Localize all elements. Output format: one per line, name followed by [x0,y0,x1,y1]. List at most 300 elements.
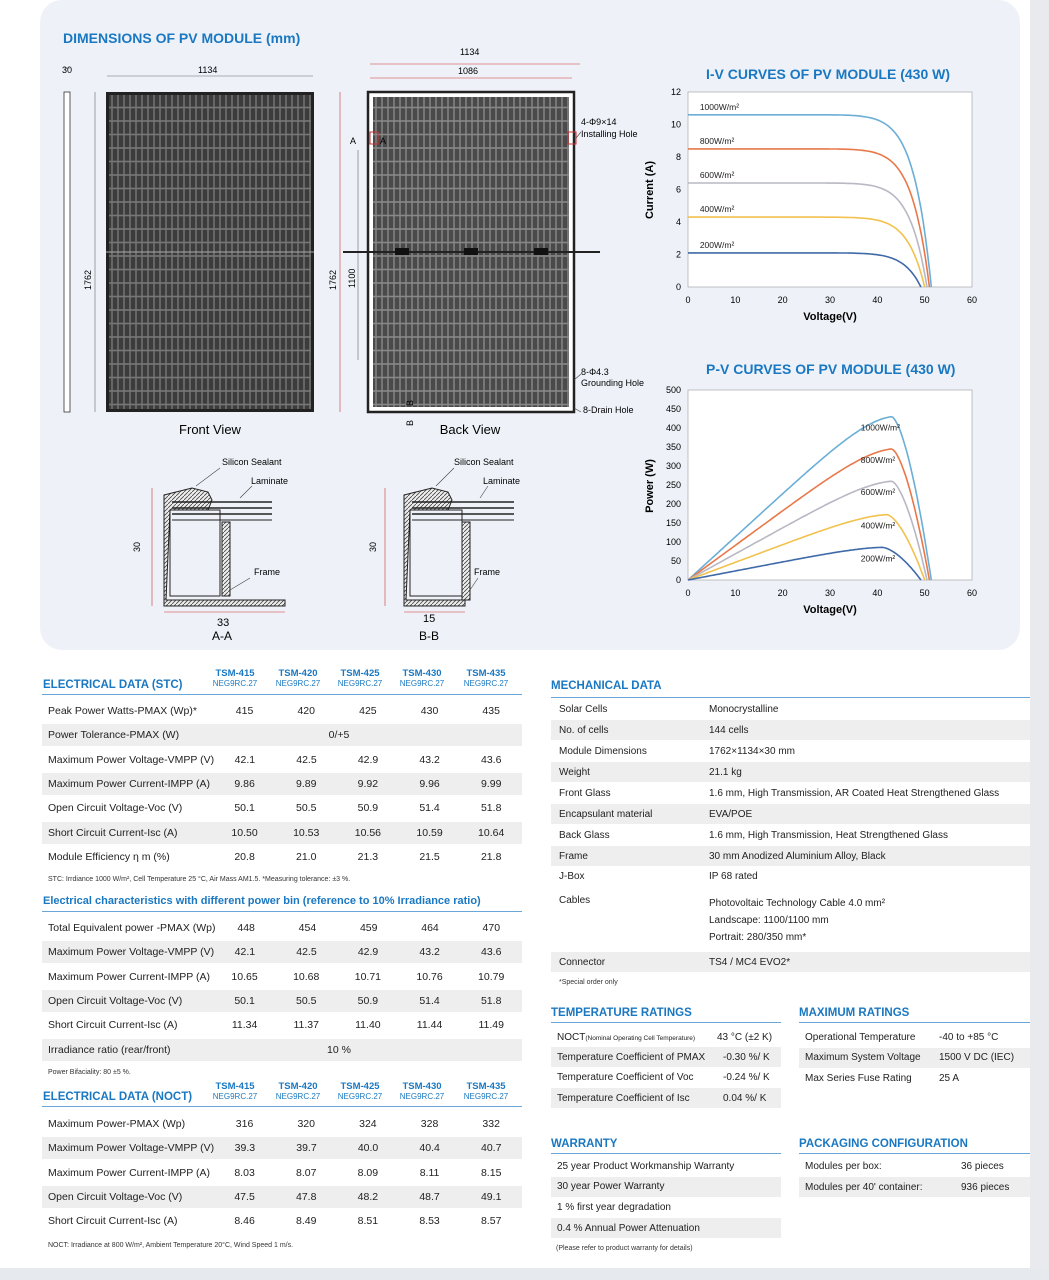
table-cell: 448 [237,922,255,934]
table-cell: 40.4 [419,1142,440,1155]
table-cell: 10.71 [354,970,382,983]
junction-box-2 [464,248,478,255]
x-tick-label: 60 [966,588,978,598]
front-view-caption: Front View [179,422,241,437]
packaging-label: Modules per 40' container: [805,1181,923,1193]
table-cell-span: 10 % [327,1043,351,1056]
x-tick-label: 20 [777,588,788,598]
series-label: 800W/m² [860,454,896,465]
packaging-row [799,1177,1030,1197]
cables-key: Cables [559,895,591,906]
table-cell: 47.8 [296,1190,317,1203]
mechanical-row [551,866,1030,886]
warranty-item [551,1198,781,1218]
mechanical-value: 1762×1134×30 mm [709,745,795,757]
maximum-row [799,1027,1030,1047]
table-row [42,749,522,771]
table-row [42,1186,522,1208]
y-tick-label: 150 [665,518,681,528]
maximum-value: -40 to +85 °C [939,1031,999,1043]
pv-xlabel: Voltage(V) [803,604,857,616]
table-cell: 50.9 [357,802,379,815]
table-cell: 8.15 [480,1166,502,1179]
table-cell: 42.9 [357,946,379,959]
warranty-item [551,1218,781,1238]
temperature-row [551,1088,781,1108]
ground-hole-label-1: 8-Φ4.3 [581,367,609,377]
mechanical-value: IP 68 rated [709,870,758,882]
series-label: 400W/m² [699,204,735,215]
temperature-row [551,1068,781,1088]
table-cell: 9.89 [296,777,317,790]
table-row [42,797,522,819]
warranty-item [551,1156,781,1176]
section-b-b [368,457,520,643]
maximum-title: MAXIMUM RATINGS [799,1007,910,1019]
mechanical-key: J-Box [559,870,585,882]
table-cell: 48.2 [357,1190,379,1203]
temperature-value: 0.04 %/ K [723,1092,767,1104]
table-cell: 9.99 [480,777,502,790]
x-tick-label: 50 [919,295,930,305]
table-cell: 40.7 [480,1142,502,1155]
bin-note: Power Bifaciality: 80 ±5 %. [48,1069,131,1076]
install-hole-label-1: 4-Φ9×14 [581,117,617,127]
a-height-label: 30 [132,541,142,552]
y-tick-label: 200 [665,499,681,509]
junction-box-1 [395,248,409,255]
noct-temp-label: NOCT [557,1031,586,1043]
stc-note: STC: Irrdiance 1000 W/m², Cell Temperature 25 °C, Air Mass AM1.5. *Measuring tolerance: ±3 %. [48,876,351,883]
module-drawings [40,40,680,650]
packaging-value: 936 pieces [961,1181,1010,1193]
row-label: Maximum Power Current-IMPP (A) [48,777,211,790]
table-cell: 320 [297,1118,315,1130]
iv-plot-area [688,92,972,287]
table-cell: 8.51 [357,1215,379,1228]
y-tick-label: 10 [670,119,681,130]
row-label: Irradiance ratio (rear/front) [48,1043,171,1056]
temperature-value: -0.30 %/ K [723,1051,770,1063]
table-cell: 50.5 [296,994,317,1007]
mechanical-note: *Special order only [559,979,618,986]
table-row [42,1210,522,1232]
section-b-caption: B-B [418,629,440,643]
iv-ylabel: Current (A) [644,160,656,220]
row-label: Maximum Power Voltage-VMPP (V) [48,1142,215,1155]
table-row [42,773,522,795]
y-tick-label: 2 [675,249,681,260]
table-cell: 48.7 [419,1190,440,1203]
table-cell: 51.4 [419,802,440,815]
x-tick-label: 10 [730,588,741,598]
table-row [42,1039,522,1061]
temperature-title: TEMPERATURE RATINGS [551,1007,692,1019]
mechanical-key: Back Glass [559,829,610,841]
y-tick-label: 300 [665,461,681,471]
temperature-value: -0.24 %/ K [723,1072,770,1083]
x-tick-label: 40 [872,295,883,305]
table-cell: 8.53 [419,1215,440,1228]
iv-chart [640,80,1010,330]
b-laminate-label: Laminate [483,476,521,486]
page-bottom-edge [0,1268,1049,1280]
table-cell: 11.37 [293,1019,319,1032]
table-cell: 11.44 [416,1019,443,1032]
a-width-label: 33 [217,617,230,629]
series-label: 200W/m² [860,553,896,564]
y-tick-label: 450 [665,404,681,414]
table-cell: 10.79 [478,970,505,983]
stc-model-4: TSM-430 NEG9RC.27 [399,668,445,688]
b-right-label: B [405,399,415,406]
y-tick-label: 12 [670,87,681,97]
table-cell: 464 [421,922,439,934]
x-tick-label: 0 [685,588,691,598]
table-cell: 43.6 [480,946,502,959]
table-cell: 10.56 [354,826,382,839]
table-cell: 21.3 [357,850,379,863]
table-cell: 42.1 [234,753,256,766]
table-cell: 40.0 [357,1142,379,1155]
table-cell: 39.7 [296,1142,317,1155]
maximum-row [799,1068,1030,1088]
cables-line-3: Portrait: 280/350 mm* [709,932,807,943]
mechanical-row [551,741,1030,761]
series-label: 1000W/m² [860,422,900,433]
drain-hole-label: 8-Drain Hole [583,405,634,415]
connector-row [551,952,1030,972]
table-row [42,846,522,868]
table-cell: 454 [298,922,317,934]
table-cell: 50.9 [357,994,379,1007]
series-label: 800W/m² [699,135,735,146]
warranty-item [551,1177,781,1197]
table-row [42,724,522,746]
table-cell: 51.8 [480,802,502,815]
iv-xlabel: Voltage(V) [803,311,857,323]
y-tick-label: 400 [665,423,681,433]
junction-box-3 [534,248,548,255]
x-tick-label: 60 [966,295,978,305]
maximum-label: Max Series Fuse Rating [805,1072,912,1084]
table-cell: 51.4 [419,994,440,1007]
packaging-title: PACKAGING CONFIGURATION [799,1138,968,1150]
row-label: Peak Power Watts-PMAX (Wp)* [48,705,197,717]
mechanical-value: 1.6 mm, High Transmission, Heat Strengthened Glass [709,829,948,841]
table-cell: 8.07 [296,1166,317,1179]
b-frame-label: Frame [474,567,501,577]
cables-line-1: Photovoltaic Technology Cable 4.0 mm² [709,898,886,909]
iv-chart-title: I-V CURVES OF PV MODULE (430 W) [706,66,950,82]
noct-title: ELECTRICAL DATA (NOCT) [43,1091,193,1103]
y-tick-label: 500 [665,385,681,395]
table-row [42,1162,522,1184]
a-laminate-label: Laminate [251,476,289,486]
back-outer-width-label: 1134 [460,47,480,57]
noct-note: NOCT: Irradiance at 800 W/m², Ambient Temperature 20°C, Wind Speed 1 m/s. [48,1242,294,1249]
dimensions-title: DIMENSIONS OF PV MODULE (mm) [63,30,301,46]
mechanical-row [551,720,1030,740]
section-a-a [132,457,288,643]
mechanical-key: Solar Cells [559,703,608,715]
pv-chart [640,378,1010,623]
a-frame-label: Frame [254,567,281,577]
maximum-label: Operational Temperature [805,1031,916,1043]
row-label: Maximum Power Current-IMPP (A) [48,1166,211,1179]
packaging-row [799,1156,1030,1176]
mechanical-row [551,783,1030,803]
table-cell: 8.09 [357,1166,379,1179]
table-cell: 42.9 [357,753,379,766]
x-tick-label: 30 [824,588,836,598]
stc-model-1: TSM-415 NEG9RC.27 [212,668,258,688]
x-tick-label: 50 [919,588,930,598]
mechanical-key: Weight [559,766,590,778]
back-view-caption: Back View [439,422,501,437]
b-width-label: 15 [423,613,436,625]
cables-line-2: Landscape: 1100/1100 mm [709,915,829,926]
packaging-value: 36 pieces [961,1160,1004,1172]
connector-value: TS4 / MC4 EVO2* [709,956,791,968]
row-label: Module Efficiency η m (%) [48,850,170,863]
noct-temp-small: (Nominal Operating Cell Temperature) [585,1034,696,1042]
table-cell: 42.5 [296,946,317,959]
noct-model-4: TSM-430 NEG9RC.27 [399,1081,445,1101]
table-cell: 11.40 [355,1019,381,1032]
row-label: Maximum Power Voltage-VMPP (V) [48,946,215,959]
table-row [42,1137,522,1159]
maximum-value: 25 A [939,1072,960,1084]
table-cell: 43.6 [480,753,502,766]
row-label: Short Circuit Current-Isc (A) [48,826,178,839]
pv-ylabel: Power (W) [644,459,656,513]
page-edge [1030,0,1049,1280]
noct-model-2: TSM-420 NEG9RC.27 [275,1081,321,1101]
table-cell: 10.53 [293,826,320,839]
y-tick-label: 6 [675,184,681,195]
back-mid-label: 1100 [347,268,357,288]
b-left-label: B [405,419,415,426]
table-cell: 324 [359,1118,377,1130]
table-cell: 8.46 [234,1215,255,1228]
table-cell: 420 [297,705,315,717]
y-tick-label: 8 [675,152,681,162]
mechanical-key: Encapsulant material [559,808,653,820]
install-hole-label-2: Installing Hole [581,129,638,139]
stc-model-2: TSM-420 NEG9RC.27 [275,668,321,688]
warranty-text: 25 year Product Workmanship Warranty [557,1160,735,1172]
table-cell: 9.96 [419,777,440,790]
mechanical-value: 30 mm Anodized Aluminium Alloy, Black [709,850,886,862]
ground-hole-label-2: Grounding Hole [581,378,645,388]
temperature-label: Temperature Coefficient of PMAX [557,1051,706,1063]
table-cell: 11.49 [478,1019,504,1032]
temperature-row [551,1047,781,1067]
table-cell: 21.5 [419,850,440,863]
mechanical-key: No. of cells [559,724,609,736]
table-cell: 43.2 [419,946,440,959]
series-label: 600W/m² [699,170,735,180]
row-label: Open Circuit Voltage-Voc (V) [48,802,183,815]
y-tick-label: 0 [675,282,681,292]
row-label: Maximum Power Voltage-VMPP (V) [48,753,215,766]
stc-model-5: TSM-435 NEG9RC.27 [463,668,509,688]
table-cell: 415 [235,705,254,717]
table-cell: 50.1 [234,802,255,815]
noct-temp-row [551,1027,781,1047]
table-cell: 8.03 [234,1166,255,1179]
table-cell: 11.34 [231,1019,258,1032]
table-cell: 435 [482,705,500,717]
connector-key: Connector [559,956,606,968]
a-right-label: A [380,136,387,146]
bin-title: Electrical characteristics with different power bin (reference to 10% Irradiance ratio) [43,895,481,907]
table-cell: 430 [420,705,439,717]
mechanical-title: MECHANICAL DATA [551,680,662,692]
mechanical-value: 144 cells [709,724,749,736]
mechanical-key: Front Glass [559,787,611,799]
table-cell: 42.1 [234,946,256,959]
y-tick-label: 4 [675,217,681,227]
table-cell-span: 0/+5 [328,729,350,742]
mechanical-row [551,699,1030,719]
front-height-label: 1762 [83,269,93,290]
mechanical-row [551,846,1030,866]
table-row [42,966,522,988]
back-height-label: 1762 [328,269,338,290]
front-view [62,65,314,437]
warranty-note: (Please refer to product warranty for details) [556,1245,693,1252]
y-tick-label: 100 [665,537,681,547]
row-label: Short Circuit Current-Isc (A) [48,1215,178,1228]
table-cell: 20.8 [234,850,255,863]
temperature-label: Temperature Coefficient of Voc [557,1072,694,1083]
series-label: 1000W/m² [699,101,740,112]
mechanical-row [551,762,1030,782]
table-cell: 51.8 [480,994,502,1007]
warranty-text: 0.4 % Annual Power Attenuation [557,1222,700,1234]
row-label: Total Equivalent power -PMAX (Wp) [48,922,216,934]
mechanical-value: 1.6 mm, High Transmission, AR Coated Heat Strengthened Glass [709,787,1000,799]
table-cell: 459 [359,922,378,934]
y-tick-label: 50 [670,556,681,566]
table-cell: 8.57 [480,1215,502,1228]
table-cell: 47.5 [234,1190,255,1203]
mechanical-key: Module Dimensions [559,745,647,757]
mechanical-row [551,804,1030,824]
row-label: Open Circuit Voltage-Voc (V) [48,994,183,1007]
x-tick-label: 30 [824,295,836,305]
cables-row [551,887,1030,949]
noct-model-3: TSM-425 NEG9RC.27 [337,1081,383,1101]
front-thickness-label: 30 [62,65,73,75]
table-cell: 10.59 [416,826,443,839]
row-label: Short Circuit Current-Isc (A) [48,1019,178,1032]
mechanical-row [551,825,1030,845]
y-tick-label: 0 [675,575,681,585]
table-cell: 50.5 [296,802,317,815]
table-cell: 10.65 [231,970,258,983]
noct-model-1: TSM-415 NEG9RC.27 [212,1081,258,1101]
table-cell: 42.5 [296,753,317,766]
table-cell: 9.86 [234,777,255,790]
table-cell: 10.50 [231,826,258,839]
table-row [42,1113,522,1135]
a-left-label: A [350,136,357,146]
row-label: Power Tolerance-PMAX (W) [48,729,180,742]
a-sealant-label: Silicon Sealant [222,457,282,467]
back-inner-width-label: 1086 [458,66,479,76]
stc-model-3: TSM-425 NEG9RC.27 [337,668,383,688]
side-profile [64,92,70,412]
maximum-value: 1500 V DC (IEC) [939,1052,1015,1063]
noct-model-5: TSM-435 NEG9RC.27 [463,1081,509,1101]
table-cell: 21.0 [296,850,317,863]
table-row [42,1014,522,1036]
warranty-title: WARRANTY [551,1138,618,1150]
table-cell: 8.49 [296,1215,317,1228]
x-tick-label: 10 [730,295,741,305]
pv-chart-title: P-V CURVES OF PV MODULE (430 W) [706,361,956,377]
table-cell: 50.1 [234,994,255,1007]
warranty-text: 30 year Power Warranty [557,1181,665,1193]
table-row [42,917,522,939]
table-row [42,941,522,963]
table-cell: 21.8 [480,850,502,863]
front-width-label: 1134 [198,65,218,75]
mechanical-value: 21.1 kg [709,766,742,778]
row-label: Maximum Power-PMAX (Wp) [48,1118,186,1130]
table-cell: 39.3 [234,1142,256,1155]
series-label: 200W/m² [699,239,735,250]
table-cell: 332 [482,1118,500,1130]
row-label: Maximum Power Current-IMPP (A) [48,970,211,983]
x-tick-label: 40 [872,588,883,598]
table-row [42,700,522,722]
noct-temp-value: 43 °C (±2 K) [717,1031,773,1043]
table-cell: 10.68 [293,970,320,983]
table-cell: 328 [420,1118,439,1130]
mechanical-value: Monocrystalline [709,703,779,715]
row-label: Open Circuit Voltage-Voc (V) [48,1190,183,1203]
table-cell: 8.11 [419,1166,440,1179]
table-cell: 470 [482,922,501,934]
pv-plot-area [688,390,972,580]
mechanical-key: Frame [559,850,588,862]
back-view [328,47,644,437]
table-row [42,990,522,1012]
table-cell: 10.76 [416,970,443,983]
table-cell: 43.2 [419,753,440,766]
mechanical-value: EVA/POE [709,808,753,820]
packaging-label: Modules per box: [805,1160,882,1172]
b-height-label: 30 [368,541,378,552]
table-cell: 316 [235,1118,254,1130]
maximum-row [799,1048,1030,1068]
stc-title: ELECTRICAL DATA (STC) [43,679,183,691]
b-sealant-label: Silicon Sealant [454,457,514,467]
maximum-label: Maximum System Voltage [805,1052,921,1063]
table-row [42,822,522,844]
y-tick-label: 350 [665,442,681,452]
warranty-text: 1 % first year degradation [557,1202,671,1214]
x-tick-label: 0 [685,295,691,305]
table-cell: 425 [359,705,377,717]
table-cell: 9.92 [357,777,379,790]
section-a-caption: A-A [211,629,233,643]
series-label: 400W/m² [860,520,896,531]
